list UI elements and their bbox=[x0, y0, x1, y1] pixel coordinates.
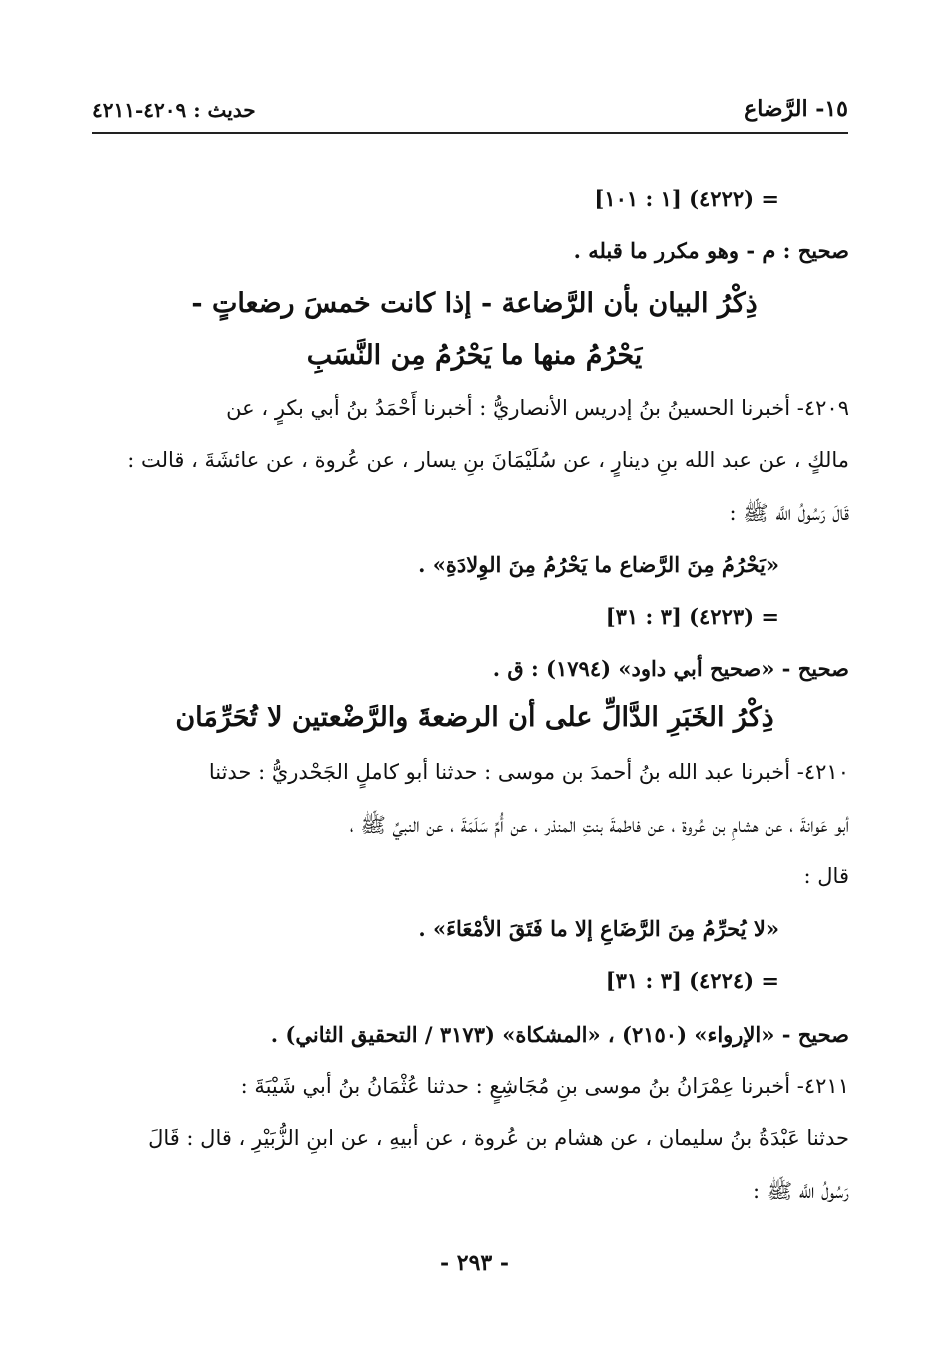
hadith-isnad: ٤٢١١- أخبرنا عِمْرَانُ بنُ موسى بنِ مُجَاشِعٍ : حدثنا عُثْمَانُ بنُ أبي شَيْبَةَ : bbox=[240, 1074, 849, 1098]
hadith-range: حديث : ٤٢٠٩-٤٢١١ bbox=[92, 98, 256, 122]
hadith-isnad: حدثنا عَبْدَةُ بنُ سليمان ، عن هشام بن عُروة ، عن أبيهِ ، عن ابنِ الزُّبَيْرِ ، قال : قَالَ bbox=[148, 1126, 849, 1150]
chapter-heading: ذِكْرُ البيان بأن الرَّضاعة - إذا كانت خمسَ رضعاتٍ - bbox=[191, 288, 758, 319]
chapter-heading: يَحْرُمُ منها ما يَحْرُمُ مِن النَّسَبِ bbox=[306, 340, 643, 371]
grading-note: صحيح - «صحيح أبي داود» (١٧٩٤) : ق . bbox=[492, 656, 849, 681]
chapter-heading: ذِكْرُ الخَبَرِ الدَّالِّ على أن الرضعةَ والرَّضْعتين لا تُحَرِّمَان bbox=[175, 702, 774, 733]
hadith-isnad: ٤٢١٠- أخبرنا عبد الله بنُ أحمدَ بن موسى : حدثنا أبو كاملٍ الجَحْدريُّ : حدثنا bbox=[208, 760, 849, 784]
hadith-isnad: ٤٢٠٩- أخبرنا الحسينُ بنُ إدريس الأنصاريُّ : أخبرنا أَحْمَدُ بنُ أبي بكرٍ ، عن bbox=[226, 396, 849, 420]
hadith-isnad: أبو عَوانةَ ، عن هشامِ بن عُروة ، عن فاطمةَ بنتِ المنذر ، عن أُمِّ سَلَمَةَ ، عن النبيِّ ﷺ ، bbox=[349, 813, 849, 837]
hadith-isnad: مالكٍ ، عن عبد الله بنِ دينارٍ ، عن سُلَيْمَانَ بنِ يسار ، عن عُروة ، عن عائشَةَ ، قالت : bbox=[127, 448, 849, 472]
chapter-title: ١٥- الرَّضاع bbox=[744, 96, 848, 122]
hadith-isnad: قال : bbox=[803, 864, 849, 888]
hadith-isnad: قَالَ رَسُولُ اللَّه ﷺ : bbox=[729, 501, 849, 525]
cross-reference-4223: = (٤٢٢٣) [٣ : ٣١] bbox=[605, 604, 779, 629]
running-header bbox=[92, 96, 848, 134]
hadith-matn: «لا يُحرِّمُ مِنَ الرَّضَاعِ إلا ما فَتَقَ الأمْعَاءَ» . bbox=[418, 916, 779, 941]
hadith-matn: «يَحْرُمُ مِنَ الرَّضاع ما يَحْرُمُ مِنَ الوِلادَةِ» . bbox=[418, 552, 779, 577]
cross-reference-4224: = (٤٢٢٤) [٣ : ٣١] bbox=[605, 968, 779, 993]
hadith-isnad: رَسُولُ اللَّه ﷺ : bbox=[752, 1179, 849, 1203]
grading-note: صحيح : م - وهو مكرر ما قبله . bbox=[573, 238, 849, 263]
page-number: - ٢٩٣ - bbox=[439, 1250, 510, 1276]
grading-note: صحيح - «الإرواء» (٢١٥٠) ، «المشكاة» (٣١٧٣ / التحقيق الثاني) . bbox=[270, 1022, 849, 1047]
cross-reference-4222: = (٤٢٢٢) [١ : ١٠١] bbox=[594, 186, 779, 211]
